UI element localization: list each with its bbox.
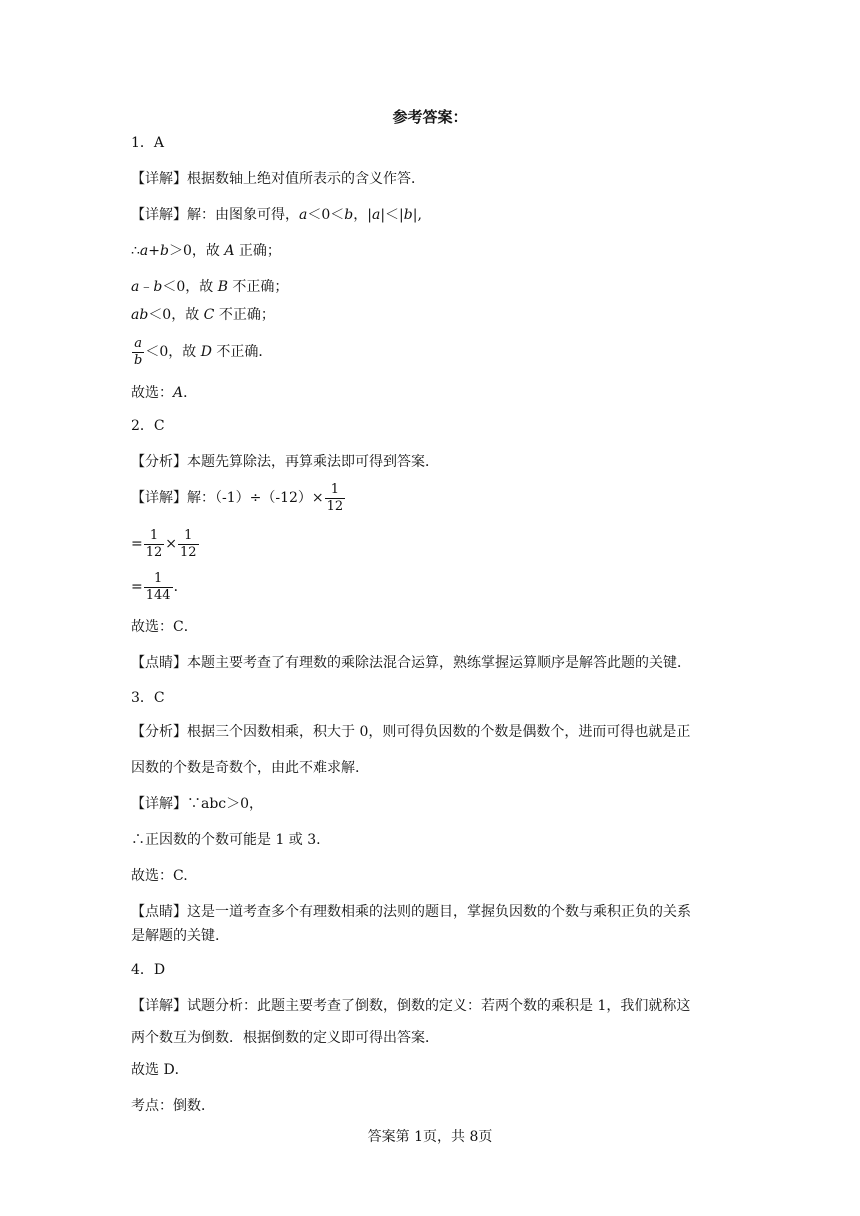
q1-step-d: $\frac{a}{b}$ ＜0，故 D 不正确． [134, 335, 273, 368]
q1-step-a: ∴a+b＞0，故 A 正确； [131, 243, 281, 259]
page-title: 参考答案： [392, 108, 468, 126]
q1-explain-1: 【详解】根据数轴上绝对值所表示的含义作答． [131, 171, 425, 187]
q4-keypoint: 考点：倒数． [131, 1098, 215, 1114]
q2-analysis: 【分析】本题先算除法，再算乘法即可得到答案． [131, 454, 439, 470]
q1-step-b: a﹣b＜0，故 B 不正确； [131, 279, 289, 295]
q4-answer: 故选 D． [131, 1062, 189, 1078]
q1-explain-2: 【详解】解：由图象可得，a＜0＜b，|a|＜|b|, [131, 207, 422, 223]
q4-explain-2: 两个数互为倒数．根据倒数的定义即可得出答案． [131, 1030, 439, 1046]
q3-analysis-2: 因数的个数是奇数个，由此不难求解. [131, 760, 360, 776]
fraction: $\frac{1}{12}$ [326, 481, 344, 514]
q3-analysis-1: 【分析】根据三个因数相乘，积大于 0，则可得负因数的个数是偶数个，进而可得也就是正 [131, 724, 691, 740]
q4-explain-1: 【详解】试题分析：此题主要考查了倒数，倒数的定义：若两个数的乘积是 1，我们就称这 [131, 998, 691, 1014]
q2-step-2: = $\frac{1}{144}$ ． [131, 570, 188, 603]
fraction: $\frac{1}{12}$ [180, 527, 197, 560]
q3-comment-1: 【点睛】这是一道考查多个有理数相乘的法则的题目，掌握负因数的个数与乘积正负的关系 [131, 904, 691, 920]
q3-answer: 故选：C. [131, 868, 188, 884]
q3-number: 3．C [131, 690, 165, 706]
q2-comment: 【点睛】本题主要考查了有理数的乘除法混合运算，熟练掌握运算顺序是解答此题的关键． [131, 655, 691, 671]
q1-answer: 故选：A． [131, 385, 198, 401]
q2-answer: 故选：C． [131, 619, 198, 635]
page-footer: 答案第 1页，共 8页 [367, 1129, 493, 1145]
q3-step: ∴正因数的个数可能是 1 或 3. [131, 832, 321, 848]
q4-number: 4．D [131, 962, 166, 978]
fraction: $\frac{1}{12}$ [145, 527, 163, 560]
q2-step-1: = $\frac{1}{12}$ × $\frac{1}{12}$ [131, 527, 197, 560]
q2-explain: 【详解】解：（-1）÷（-12）× $\frac{1}{12}$ [131, 481, 344, 514]
q3-comment-2: 是解题的关键. [131, 928, 220, 944]
q3-explain: 【详解】∵abc＞0， [131, 796, 264, 812]
q1-number: 1．A [131, 135, 165, 151]
q1-step-c: ab＜0，故 C 不正确； [131, 307, 275, 323]
fraction: $\frac{1}{144}$ [145, 570, 171, 603]
q2-number: 2．C [131, 418, 165, 434]
fraction: $\frac{a}{b}$ [134, 335, 143, 368]
